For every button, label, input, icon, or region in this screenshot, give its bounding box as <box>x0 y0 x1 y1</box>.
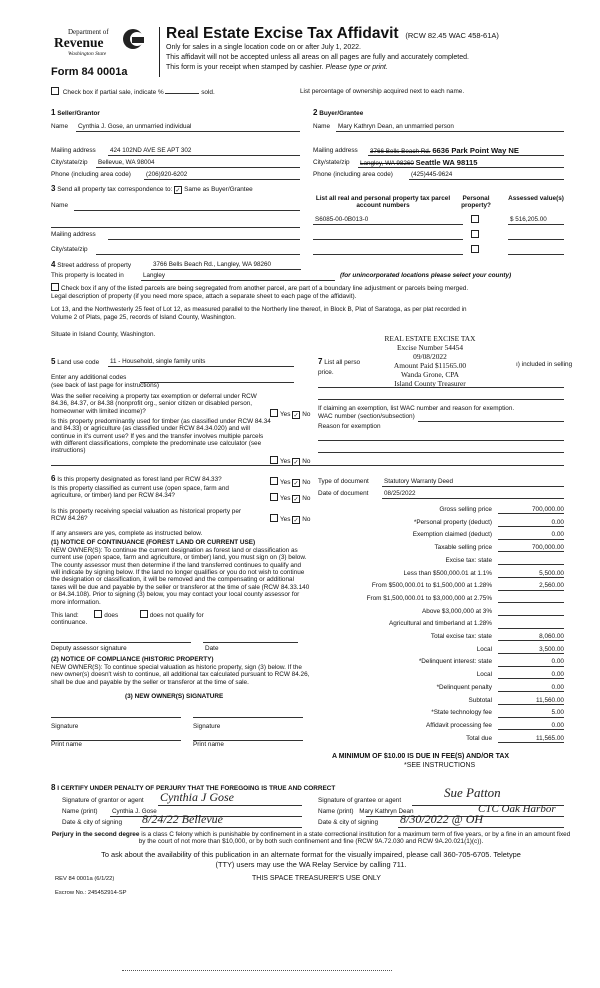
tax-row <box>322 646 564 657</box>
sec4-check-text: Check box if any of the listed parcels are being segregated from another parcel, are part of a boundary line adjustment or parcels being merged. <box>61 285 469 292</box>
deputy-sig-label: Deputy assessor signature <box>51 645 127 652</box>
tax-row <box>322 633 564 644</box>
tax-row-label: Affidavit processing fee <box>426 721 492 729</box>
doc-date-label: Date of document <box>318 490 369 497</box>
parcel-col2: Personal property? <box>461 195 491 210</box>
sec6-q2-yes[interactable] <box>270 493 278 501</box>
notice2-head: (2) NOTICE OF COMPLIANCE (HISTORIC PROPERTY) <box>51 656 214 663</box>
deputy-date-label: Date <box>205 645 219 652</box>
seller-city: Bellevue, WA 98004 <box>98 159 155 166</box>
dept-line1: Department of <box>68 28 109 36</box>
tax-row <box>322 709 564 720</box>
sec3-city-label: City/state/zip <box>51 246 88 253</box>
tax-row <box>322 697 564 708</box>
perjury-text <box>51 831 571 846</box>
notice1-head: (1) NOTICE OF CONTINUANCE (FOREST LAND OR CURRENT USE) <box>51 539 256 546</box>
continuance-label: continuance. <box>51 619 88 626</box>
minimum-line1: A MINIMUM OF $10.00 IS DUE IN FEE(S) AND/OR TAX <box>332 753 510 760</box>
sec6-q2-no[interactable] <box>292 495 300 503</box>
tax-row-amount: 0.00 <box>498 531 564 539</box>
stamp-l3: 09/08/2022 <box>413 352 447 361</box>
sec3-mailing-label: Mailing address <box>51 231 96 238</box>
personal-property-checkbox-2[interactable] <box>471 230 479 238</box>
sec7-num: 7 <box>318 357 323 366</box>
does-not-qualify-checkbox[interactable] <box>140 610 148 618</box>
grantee-date-label: Date & city of signing <box>318 819 379 826</box>
tax-row-amount: 3,500.00 <box>498 646 564 654</box>
sec4-street: 3766 Bells Beach Rd., Langley, WA 98260 <box>153 261 271 268</box>
dept-line3: Washington State <box>68 51 107 57</box>
grantor-name: Cynthia J. Gose <box>112 808 157 815</box>
sec5-q1-no-label: No <box>302 411 311 418</box>
form-sub3: This form is your receipt when stamped by cashier. <box>166 64 324 71</box>
tax-row-label: Agricultural and timberland at 1.28% <box>388 620 492 628</box>
grantor-sig-label: Signature of grantor or agent <box>62 797 144 804</box>
parcel-value: $ 516,205.00 <box>510 216 547 223</box>
sec3-num: 3 <box>51 184 56 193</box>
sec4-street-label: Street address of property <box>57 262 132 269</box>
seller-phone-label: Phone (including area code) <box>51 171 131 178</box>
sec6-q2: Is this property classified as current use (open space, farm and agriculture, or timber) land per RCW 84.34? <box>51 485 229 500</box>
sec7-wac-label: WAC number (section/subsection) <box>318 413 415 420</box>
doc-type-label: Type of document <box>318 478 369 485</box>
sec4-legal-label: Legal description of property (if you need more space, attach a separate sheet to each page of the affidavit). <box>51 293 357 300</box>
parcel-col3: Assessed value(s) <box>508 195 564 202</box>
buyer-phone-label: Phone (including area code) <box>313 171 393 178</box>
minimum-line2: *SEE INSTRUCTIONS <box>404 762 476 769</box>
sec5-q1-yes-label: Yes <box>280 411 291 418</box>
buyer-heading: Buyer/Grantee <box>319 110 364 117</box>
buyer-city-label: City/state/zip <box>313 159 350 166</box>
tax-row-label: Subtotal <box>468 696 492 704</box>
this-land-label: This land: <box>51 612 79 619</box>
buyer-phone: (425)445-9624 <box>411 171 453 178</box>
grantor-name-label: Name (print) <box>62 808 98 815</box>
seller-name: Cynthia J. Gose, an unmarried individual <box>78 123 192 130</box>
tax-row-amount: 0.00 <box>498 658 564 666</box>
sec6-q3-yes-label: Yes <box>280 516 291 523</box>
seller-city-label: City/state/zip <box>51 159 88 166</box>
does-label: does <box>104 612 119 619</box>
perjury-bold: Perjury in the second degree <box>51 831 140 838</box>
treasurer-stamp <box>345 334 515 388</box>
sec4-located-label: This property is located in <box>51 272 124 279</box>
sec6-q1-no[interactable] <box>292 479 300 487</box>
tax-row-amount: 8,060.00 <box>498 633 564 641</box>
tax-row <box>322 582 564 593</box>
buyer-name: Mary Kathryn Dean, an unmarried person <box>338 123 454 130</box>
tax-row-label: Above $3,000,000 at 3% <box>422 607 492 615</box>
sec6-q3-no-label: No <box>302 516 311 523</box>
partial-sale-checkbox[interactable] <box>51 87 59 95</box>
notice1-body: NEW OWNER(S): To continue the current designation as forest land or classification as current use (open space, farm and agriculture, or timber) land, you must sign on (3) below. The county assessor must then determine if the land transferred continues to qualify and will indicate by signing below. If the land no longer qualifies or you do not wish to continue the designation or classification, it will be removed and the compensating or additional taxes will be due and payable by the seller or transferor at the time of sale (RCW 84.33.140 or 84.34.108). Prior to signing (3) below, you may contact your local county assessor for more information. <box>51 547 310 606</box>
tax-row <box>322 557 564 568</box>
sec4-legal2: Volume 2 of Plats, page 25, records of Island County, Washington. <box>51 314 236 321</box>
tax-row-amount <box>498 595 564 603</box>
tax-row <box>322 735 564 746</box>
sec7-text-a: List all perso <box>324 359 361 366</box>
grantor-date: 8/24/22 Bellevue <box>142 812 223 826</box>
ask-line2: (TTY) users may use the WA Relay Service by calling 711. <box>215 860 407 869</box>
form-title: Real Estate Excise Tax Affidavit <box>166 25 399 42</box>
dept-line2: Revenue <box>54 35 104 50</box>
tax-row-label: *Delinquent penalty <box>436 683 492 691</box>
sec7-exempt-label: If claiming an exemption, list WAC number and reason for exemption. <box>318 405 515 412</box>
buyer-num: 2 <box>313 108 318 117</box>
grantor-date-label: Date & city of signing <box>62 819 123 826</box>
grantee-sig-label: Signature of grantee or agent <box>318 797 402 804</box>
tax-row-label: Total due <box>466 734 492 742</box>
escrow-no: Escrow No.: 245452914-SP <box>55 890 127 896</box>
tax-row-amount: 5,500.00 <box>498 570 564 578</box>
rev-label: REV 84 0001a (6/1/22) <box>55 876 115 882</box>
personal-property-checkbox-1[interactable] <box>471 215 479 223</box>
sec4-num: 4 <box>51 260 56 269</box>
sec6-q1-no-label: No <box>302 479 311 486</box>
sec6-q3-yes[interactable] <box>270 514 278 522</box>
doc-date: 08/25/2022 <box>384 490 416 497</box>
tax-row-label: *Personal property (deduct) <box>413 518 492 526</box>
tax-row-label: Gross selling price <box>439 506 492 513</box>
sec5-label: Land use code <box>57 359 100 366</box>
sec6-q3: Is this property receiving special valuation as historical property per RCW 84.26? <box>51 508 242 523</box>
owner-print-label-2: Print name <box>193 741 224 748</box>
parcel-number: S6085-00-0B013-0 <box>315 216 369 223</box>
treasurer-only: THIS SPACE TREASURER'S USE ONLY <box>252 875 381 882</box>
sec5-q2-no-label: No <box>302 458 311 465</box>
tax-row-label: *Delinquent interest: state <box>418 658 492 666</box>
grantee-date: 8/30/2022 @ OH <box>400 812 484 826</box>
buyer-mailing: 6636 Park Point Way NE <box>432 146 519 155</box>
tax-row-label: From $1,500,000.01 to $3,000,000 at 2.75% <box>366 594 492 602</box>
sec5-q1: Was the seller receiving a property tax exemption or deferral under RCW 84.36, 84.37, or 84.38 (nonprofit org., senior citizen or disabled person, homeowner with limited income)? <box>51 393 257 415</box>
tax-row-amount: 700,000.00 <box>498 506 564 514</box>
notice3-head: (3) NEW OWNER(S) SIGNATURE <box>125 693 224 700</box>
sec5-additional: Enter any additional codes <box>51 374 127 381</box>
partial-sale-label: Check box if partial sale, indicate % <box>62 89 164 96</box>
sec6-q2-no-label: No <box>302 495 311 502</box>
sec5-q1-no[interactable] <box>292 411 300 419</box>
tax-row-amount: 0.00 <box>498 519 564 527</box>
scan-artifact <box>122 970 392 971</box>
tax-row-amount <box>498 620 564 628</box>
stamp-l2: Excise Number 54454 <box>396 343 464 352</box>
tax-row-amount: 0.00 <box>498 684 564 692</box>
owner-print-label-1: Print name <box>51 741 82 748</box>
buyer-city-struck: Langley, WA 98260 <box>360 160 414 167</box>
sec5-q2: Is this property predominantly used for timber (as classified under RCW 84.34 and 84.33) or agriculture (as classified under RCW 84.34.020) and will continue in it's current use? If yes and the transfer involves multiple parcels with different classifications, complete the predominate use calculator (see instructions) <box>51 418 271 455</box>
grantee-name-hand: CTC Oak Harbor <box>478 803 556 815</box>
sec4-legal1: Lot 13, and the Northwesterly 25 feet of Lot 12, as measured parallel to the Northerly line thereof, in Block B, Plat of Saratoga, as per plat recorded in <box>51 306 467 313</box>
parcel-col1: List all real and personal property tax parcel account numbers <box>315 195 451 210</box>
sec6-q1-yes[interactable] <box>270 477 278 485</box>
seller-phone: (206)920-6202 <box>146 171 188 178</box>
tax-row-amount: 2,560.00 <box>498 582 564 590</box>
sec6-q1-yes-label: Yes <box>280 479 291 486</box>
owner-sig-label-2: Signature <box>193 723 221 730</box>
sec7-text-b: ı) included in selling <box>516 361 573 368</box>
sec3-same: Same as Buyer/Grantee <box>184 186 253 193</box>
tax-row <box>322 658 564 669</box>
dor-logo <box>50 26 160 66</box>
tax-row-label: *State technology fee <box>431 709 492 717</box>
tax-row <box>322 620 564 631</box>
stamp-l1: REAL ESTATE EXCISE TAX <box>384 334 476 343</box>
tax-row-amount: 0.00 <box>498 722 564 730</box>
tax-row <box>322 671 564 682</box>
tax-row <box>322 570 564 581</box>
tax-row-label: Less than $500,000.01 at 1.1% <box>403 569 492 577</box>
sec5-q2-yes[interactable] <box>270 456 278 464</box>
tax-row-label: Local <box>476 645 492 653</box>
form-sub2: This affidavit will not be accepted unless all areas on all pages are fully and accurately completed. <box>166 54 469 61</box>
form-number: Form 84 0001a <box>51 66 128 78</box>
tax-row-label: Taxable selling price <box>434 544 492 552</box>
tax-row-label: Exemption claimed (deduct) <box>412 531 492 539</box>
seller-num: 1 <box>51 108 56 117</box>
tax-row <box>322 722 564 733</box>
sec5-q2-yes-label: Yes <box>280 458 291 465</box>
buyer-mailing-label: Mailing address <box>313 147 358 154</box>
tax-row-amount <box>498 608 564 616</box>
tax-row <box>322 506 564 517</box>
sec6-q2-yes-label: Yes <box>280 495 291 502</box>
segregated-checkbox[interactable] <box>51 283 59 291</box>
perjury-rest: is a class C felony which is punishable by confinement in a state correctional institution for a maximum term of five years, or by a fine in an amount fixed by the court of not more than $10,000, or by both such confinement and fine (RCW 9A.72.030 and RCW 9A.20.021(1)(c)). <box>138 831 571 846</box>
same-as-buyer-checkbox[interactable] <box>174 186 182 194</box>
sec5-num: 5 <box>51 357 56 366</box>
sec3-name-label: Name <box>51 202 69 209</box>
owner-sig-label-1: Signature <box>51 723 79 730</box>
sec4-located: Langley <box>143 272 166 279</box>
sec6-num: 6 <box>51 474 56 483</box>
sec6-q1: Is this property designated as forest land per RCW 84.33? <box>57 476 222 483</box>
tax-row-label: Local <box>476 671 492 679</box>
tax-row <box>322 544 564 555</box>
sec7-text-c: price. <box>318 369 334 376</box>
sec8-certify: I CERTIFY UNDER PENALTY OF PERJURY THAT THE FOREGOING IS TRUE AND CORRECT <box>57 785 336 792</box>
sec5-see-back: (see back of last page for instructions) <box>51 382 159 389</box>
tax-row <box>322 519 564 530</box>
sec6-if-yes: If any answers are yes, complete as instructed below. <box>51 530 203 537</box>
form-sub1: Only for sales in a single location code on or after July 1, 2022. <box>166 44 361 51</box>
stamp-l4: Amount Paid $11565.00 <box>393 361 467 370</box>
seller-mailing: 424 102ND AVE SE APT 302 <box>110 147 192 154</box>
buyer-name-label: Name <box>313 123 331 130</box>
buyer-city: Seattle WA 98115 <box>415 158 478 167</box>
seller-name-label: Name <box>51 123 69 130</box>
seller-mailing-label: Mailing address <box>51 147 96 154</box>
seller-heading: Seller/Grantor <box>57 110 100 117</box>
sold-label: sold. <box>201 89 215 96</box>
stamp-l6: Island County Treasurer <box>394 379 466 388</box>
does-qualify-checkbox[interactable] <box>94 610 102 618</box>
tax-row-amount: 11,560.00 <box>498 697 564 705</box>
tax-row-amount: 0.00 <box>498 671 564 679</box>
tax-row <box>322 531 564 542</box>
stamp-l5: Wanda Grone, CPA <box>400 370 460 379</box>
tax-row-amount: 11,565.00 <box>498 735 564 743</box>
form-rcw: (RCW 82.45 WAC 458-61A) <box>405 31 499 40</box>
header-divider <box>159 27 160 77</box>
ask-line1: To ask about the availability of this publication in an alternate format for the visually impaired, please call 360-705-6705. Teletype <box>101 850 521 859</box>
list-pct-note: List percentage of ownership acquired next to each name. <box>300 88 465 95</box>
grantee-name-label: Name (print) <box>318 808 354 815</box>
buyer-mailing-struck: 3766 Bells Beach Rd. <box>370 148 431 155</box>
tax-row-label: Excise tax: state <box>445 556 492 564</box>
sec7-reason-label: Reason for exemption <box>318 423 381 430</box>
sec3-text: Send all property tax correspondence to: <box>57 186 173 193</box>
grantee-name: Mary Kathryn Dean <box>359 808 414 815</box>
tax-row-amount: 5.00 <box>498 709 564 717</box>
notice2-body: NEW OWNER(S): To continue special valuation as historic property, sign (3) below. If the new owner(s) doesn't wish to continue, all additional tax calculated pursuant to RCW 84.26, shall be due and payable by the seller or transferor at the time of sale. <box>51 664 310 686</box>
sec6-q3-no[interactable] <box>292 516 300 524</box>
sec8-num: 8 <box>51 783 56 792</box>
tax-row-label: From $500,000.01 to $1,500,000 at 1.28% <box>371 582 492 590</box>
tax-row <box>322 608 564 619</box>
tax-row-amount <box>498 557 564 565</box>
tax-row <box>322 684 564 695</box>
doc-type: Statutory Warranty Deed <box>384 478 454 485</box>
tax-row <box>322 595 564 606</box>
sec5-value: 11 - Household, single family units <box>110 358 206 365</box>
does-not-label: does not qualify for <box>149 612 204 619</box>
tax-row-amount: 700,000.00 <box>498 544 564 552</box>
sec5-q1-yes[interactable] <box>270 409 278 417</box>
personal-property-checkbox-3[interactable] <box>471 245 479 253</box>
grantee-signature: Sue Patton <box>444 785 501 800</box>
sec4-legal3: Situate in Island County, Washington. <box>51 331 156 338</box>
form-sub3b: Please type or print. <box>325 64 388 71</box>
grantor-signature: Cynthia J Gose <box>160 790 234 804</box>
tax-row-label: Total excise tax: state <box>430 633 492 640</box>
sec4-located-note: (for unincorporated locations please select your county) <box>340 272 512 279</box>
